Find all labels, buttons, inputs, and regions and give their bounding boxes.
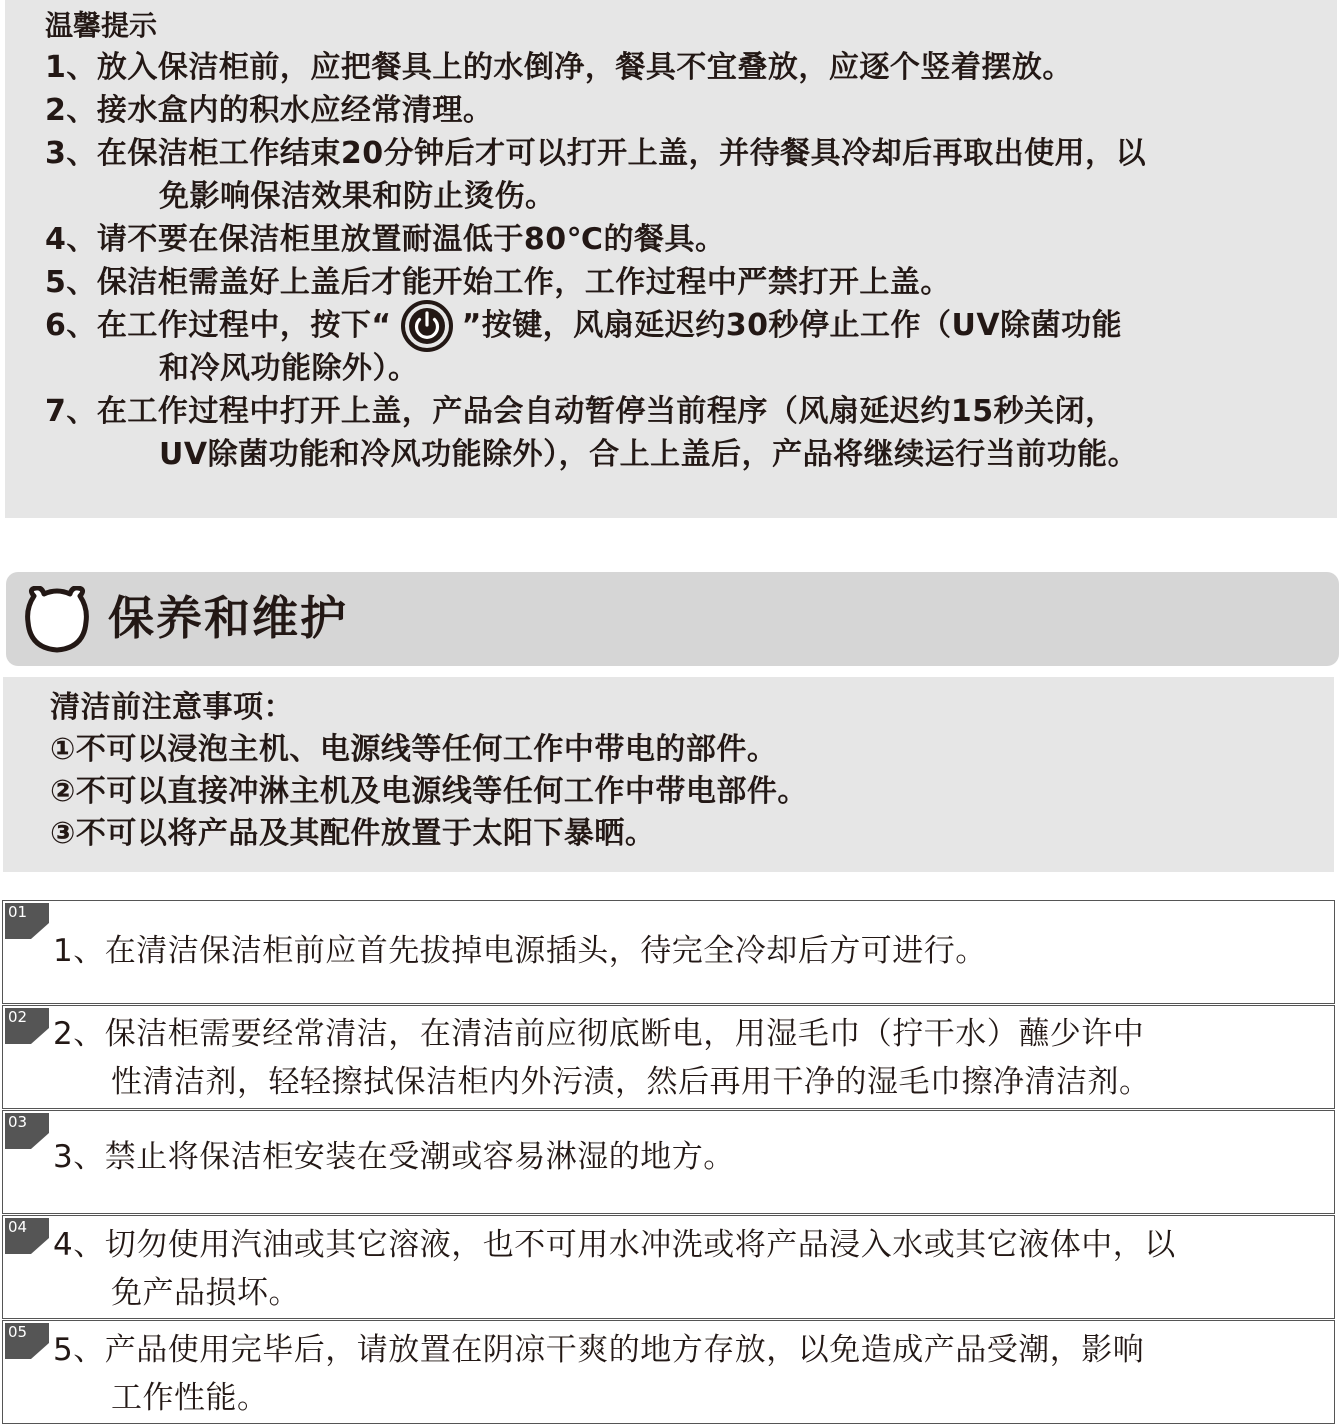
tip-line-3: 3、在保洁柜工作结束20分钟后才可以打开上盖，并待餐具冷却后再取出使用，以 [45,136,1147,171]
step-text-line-2: 性清洁剂，轻轻擦拭保洁柜内外污渍，然后再用干净的湿毛巾擦净清洁剂。 [111,1064,1151,1100]
step-badge-number: 04 [8,1218,28,1236]
maintenance-step-2 [2,1005,1335,1109]
step-text [53,1010,1151,1106]
power-button-icon [400,299,454,353]
tip-line-7-cont: UV除菌功能和冷风功能除外），合上上盖后，产品将继续运行当前功能。 [159,437,1139,472]
tip-line-6-before: 6、在工作过程中，按下“ [45,308,392,343]
maintenance-section-header [6,572,1339,666]
step-text-line-1: 4、切勿使用汽油或其它溶液，也不可用水冲洗或将产品浸入水或其它液体中，以 [53,1227,1176,1263]
tip-line-4: 4、请不要在保洁柜里放置耐温低于80℃的餐具。 [45,222,726,257]
step-text [53,1133,735,1181]
step-text-line-1: 5、产品使用完毕后，请放置在阴凉干爽的地方存放，以免造成产品受潮，影响 [53,1332,1145,1368]
precaution-item-2: ②不可以直接冲淋主机及电源线等任何工作中带电部件。 [50,774,808,809]
step-text-line-1: 3、禁止将保洁柜安装在受潮或容易淋湿的地方。 [53,1139,735,1175]
precautions-title: 清洁前注意事项： [50,690,294,725]
precaution-item-1: ①不可以浸泡主机、电源线等任何工作中带电的部件。 [50,732,778,767]
step-badge-number: 05 [8,1323,28,1341]
tip-line-6-cont: 和冷风功能除外）。 [159,351,419,386]
step-text [53,927,987,975]
tip-line-6-after: ”按键，风扇延迟约30秒停止工作（UV除菌功能 [461,308,1123,343]
step-text-line-2: 工作性能。 [111,1380,269,1416]
tip-line-1: 1、放入保洁柜前，应把餐具上的水倒净，餐具不宜叠放，应逐个竖着摆放。 [45,50,1073,85]
step-text-line-1: 2、保洁柜需要经常清洁，在清洁前应彻底断电，用湿毛巾（拧干水）蘸少许中 [53,1016,1145,1052]
tip-line-5: 5、保洁柜需盖好上盖后才能开始工作，工作过程中严禁打开上盖。 [45,265,951,300]
tip-line-7: 7、在工作过程中打开上盖，产品会自动暂停当前程序（风扇延迟约15秒关闭， [45,394,1116,429]
step-badge-number: 03 [8,1113,28,1131]
cleaning-precautions-panel [3,677,1334,872]
bear-face-icon [22,586,92,654]
tip-line-3-cont: 免影响保洁效果和防止烫伤。 [159,179,556,214]
section-title: 保养和维护 [108,591,348,645]
maintenance-step-4 [2,1215,1335,1319]
precaution-item-3: ③不可以将产品及其配件放置于太阳下暴晒。 [50,816,656,851]
maintenance-step-5 [2,1320,1335,1424]
step-badge-number: 01 [8,903,28,921]
step-text-line-2: 免产品损坏。 [111,1275,300,1311]
warm-tips-title: 温馨提示 [45,9,158,42]
step-text-line-1: 1、在清洁保洁柜前应首先拔掉电源插头，待完全冷却后方可进行。 [53,933,987,969]
maintenance-step-1 [2,900,1335,1004]
step-text [53,1221,1176,1317]
step-text [53,1326,1144,1422]
step-badge-number: 02 [8,1008,28,1026]
maintenance-step-3 [2,1110,1335,1214]
tip-line-6 [45,304,1337,347]
warm-tips-panel [5,0,1337,518]
tip-line-2: 2、接水盒内的积水应经常清理。 [45,93,494,128]
